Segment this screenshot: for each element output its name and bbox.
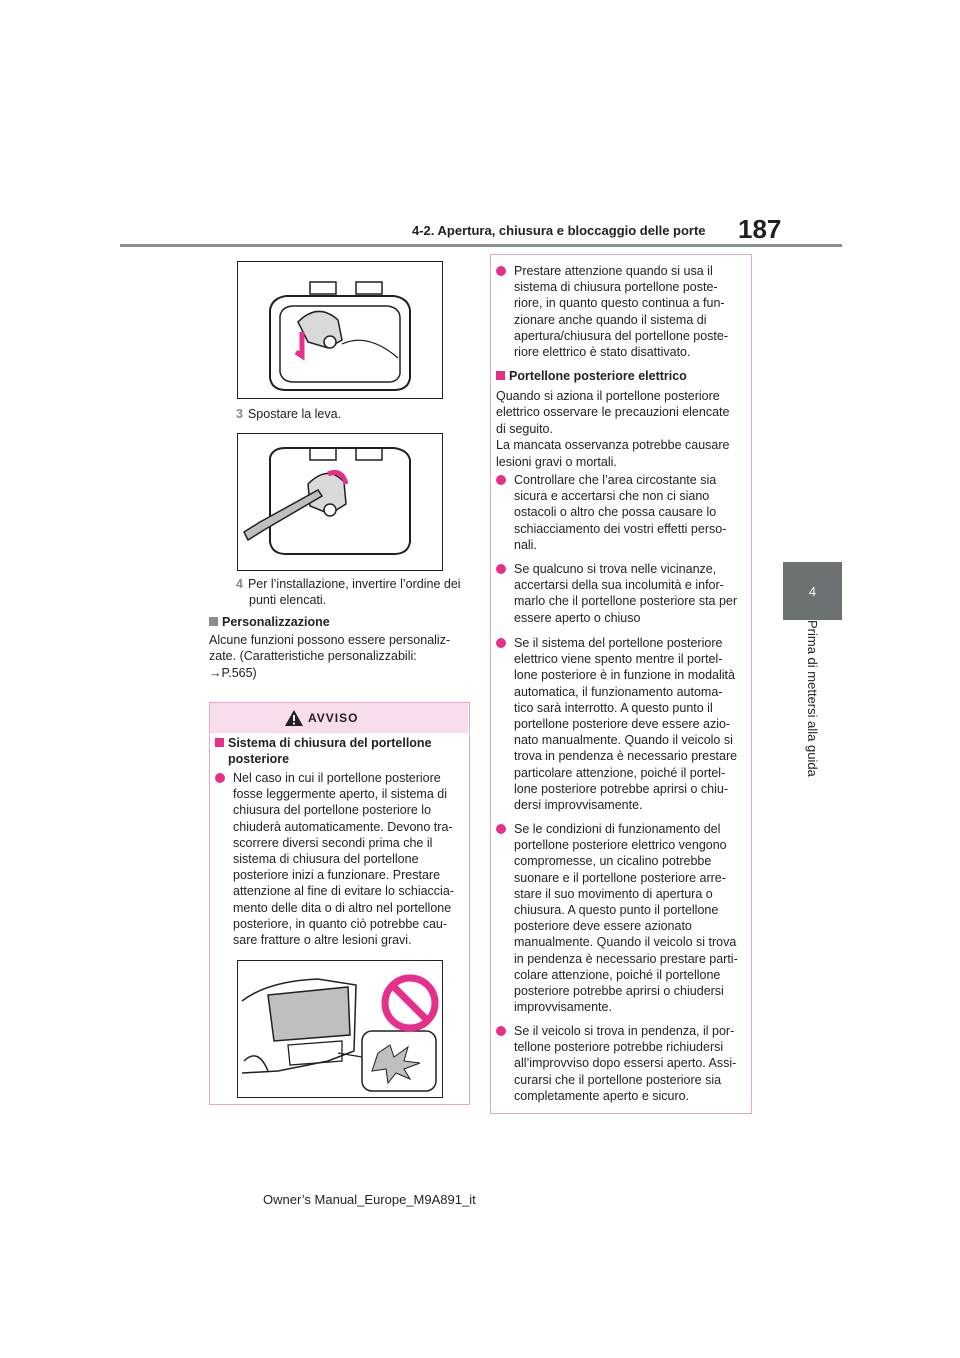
line: portellone posteriore elettrico vengono [514, 838, 727, 853]
line: Se il veicolo si trova in pendenza, il por- [514, 1024, 735, 1038]
step-4-text-2: punti elencati. [249, 593, 327, 607]
square-bullet-icon [496, 371, 505, 380]
step-4-text-1: Per l’installazione, invertire l’ordine dei [247, 577, 461, 591]
line: colare attenzione, poiché il portellone [514, 967, 721, 982]
line: posteriore potrebbe aprirsi o chiudersi [514, 984, 724, 999]
line: particolare attenzione, poiché il portel- [514, 765, 726, 780]
step-3-number: 3 [236, 407, 243, 421]
chapter-tab [783, 562, 842, 620]
caution-bullet-5 [496, 821, 764, 1015]
line: all’improvviso dopo essersi aperto. Assi- [514, 1056, 737, 1071]
line: lone posteriore potrebbe aprirsi o chiu- [514, 781, 729, 796]
line: Prestare attenzione quando si usa il [514, 264, 713, 278]
line: dersi improvvisamente. [514, 798, 643, 813]
warning-heading-line-2: posteriore [228, 752, 290, 766]
line: ostacoli o altro che possa causare lo [514, 505, 717, 520]
bullet-dot-icon [215, 773, 225, 783]
page-number: 187 [738, 214, 782, 244]
line: fosse leggermente aperto, il sistema di [233, 787, 447, 802]
line: La mancata osservanza potrebbe causare [496, 438, 730, 453]
bullet-dot-icon [496, 266, 506, 276]
caution-bullet-3 [496, 561, 764, 626]
line: sistema di chiusura del portellone [233, 852, 419, 867]
chapter-strip [783, 620, 842, 800]
caution-bullet-1 [496, 263, 764, 360]
caution-bullet-6 [496, 1023, 764, 1104]
line: zate. (Caratteristiche personalizzabili: [209, 649, 417, 664]
warning-triangle-icon [284, 709, 304, 727]
line: curarsi che il portellone posteriore sia [514, 1072, 722, 1087]
line: suonare e il portellone posteriore arre- [514, 870, 726, 885]
line: Se le condizioni di funzionamento del [514, 822, 721, 836]
line: compromesse, un cicalino potrebbe [514, 854, 712, 869]
line: in pendenza è necessario prestare parti- [514, 951, 738, 966]
latch-illustration-2 [238, 434, 442, 570]
warning-title: AVVISO [308, 711, 359, 725]
power-tailgate-title: Portellone posteriore elettrico [509, 369, 687, 383]
line: posteriore deve essere azionato [514, 919, 692, 934]
bullet-dot-icon [496, 824, 506, 834]
step-4-number: 4 [236, 577, 243, 591]
line: manualmente. Quando il veicolo si trova [514, 935, 737, 950]
latch-illustration-1 [238, 262, 442, 398]
line: di seguito. [496, 421, 553, 436]
line: elettrico osservare le precauzioni elencate [496, 405, 730, 420]
line: Controllare che l’area circostante sia [514, 473, 717, 487]
line: apertura/chiusura del portellone poste- [514, 328, 729, 343]
bullet-dot-icon [496, 564, 506, 574]
line: Nel caso in cui il portellone posteriore [233, 771, 441, 785]
figure-screwdriver-lever [237, 433, 443, 571]
header-rule [120, 244, 842, 247]
step-4 [236, 576, 461, 608]
tailgate-illustration [238, 961, 442, 1097]
line: essere aperto o chiuso [514, 610, 641, 625]
page-reference-link[interactable]: →P.565) [209, 665, 257, 680]
personalizzazione-heading [209, 615, 330, 629]
line: lone posteriore è in funzione in modalità [514, 668, 735, 683]
line: sistema di chiusura portellone poste- [514, 280, 718, 295]
warning-bullet [215, 770, 481, 948]
line: sicura e accertarsi che non ci siano [514, 489, 710, 504]
line: nato manualmente. Quando il veicolo si [514, 733, 733, 748]
line: completamente aperto e sicuro. [514, 1088, 690, 1103]
warning-heading-line-1: Sistema di chiusura del portellone [228, 736, 432, 750]
line: accertarsi della sua incolumità e infor- [514, 578, 724, 593]
square-bullet-icon [215, 738, 224, 747]
line: tico sarà interrotto. A questo punto il [514, 700, 713, 715]
line: nali. [514, 537, 537, 552]
line: zionare anche quando il sistema di [514, 312, 707, 327]
line: Quando si aziona il portellone posteriore [496, 389, 720, 403]
caution-bullet-4 [496, 635, 764, 813]
section-title: 4-2. Apertura, chiusura e bloccaggio delle porte [412, 223, 706, 238]
power-tailgate-heading [496, 369, 687, 383]
line: sare fratture o altre lesioni gravi. [233, 933, 412, 948]
warning-header [210, 703, 468, 733]
personalizzazione-title: Personalizzazione [222, 615, 330, 629]
line: scorrere diversi secondi prima che il [233, 835, 433, 850]
line: schiacciamento dei vostri effetti perso- [514, 521, 727, 536]
line: posteriore, in quanto ciò potrebbe cau- [233, 916, 448, 931]
line: Alcune funzioni possono essere personaliz- [209, 633, 451, 647]
bullet-dot-icon [496, 475, 506, 485]
line: chiuderà automaticamente. Devono tra- [233, 819, 453, 834]
line: automatica, il funzionamento automa- [514, 684, 723, 699]
square-bullet-icon [209, 617, 218, 626]
line: attenzione al fine di evitare lo schiaccia- [233, 884, 454, 899]
line: riore elettrico è stato disattivato. [514, 345, 691, 360]
line: lesioni gravi o mortali. [496, 454, 617, 469]
line: posteriore inizi a funzionare. Prestare [233, 868, 441, 883]
step-3 [236, 406, 341, 422]
warning-heading [215, 735, 432, 767]
line: Se il sistema del portellone posteriore [514, 636, 723, 650]
personalizzazione-text [209, 632, 450, 681]
line: tellone posteriore potrebbe richiudersi [514, 1040, 724, 1055]
bullet-dot-icon [496, 638, 506, 648]
step-3-text: Spostare la leva. [247, 407, 342, 421]
power-tailgate-intro [496, 388, 746, 470]
bullet-dot-icon [496, 1026, 506, 1036]
line: Se qualcuno si trova nelle vicinanze, [514, 562, 717, 576]
line: portellone posteriore deve essere azio- [514, 717, 731, 732]
figure-tailgate-pinch [237, 960, 443, 1098]
figure-latch-lever [237, 261, 443, 399]
line: mento delle dita o di altro nel portellone [233, 900, 452, 915]
caution-bullet-2 [496, 472, 764, 553]
line: improvvisamente. [514, 1000, 612, 1015]
footer-text: Owner’s Manual_Europe_M9A891_it [263, 1192, 476, 1207]
chapter-number: 4 [808, 583, 817, 599]
line: marlo che il portellone posteriore sta per [514, 594, 738, 609]
line: elettrico viene spento mentre il portel- [514, 652, 723, 667]
line: trova in pendenza è necessario prestare [514, 749, 738, 764]
line: riore, in quanto questo continua a fun- [514, 296, 725, 311]
line: chiusura. A questo punto il portellone [514, 903, 719, 918]
line: stare il suo movimento di apertura o [514, 886, 713, 901]
line: chiusura del portellone posteriore lo [233, 803, 432, 818]
chapter-label: Prima di mettersi alla guida [805, 620, 820, 777]
